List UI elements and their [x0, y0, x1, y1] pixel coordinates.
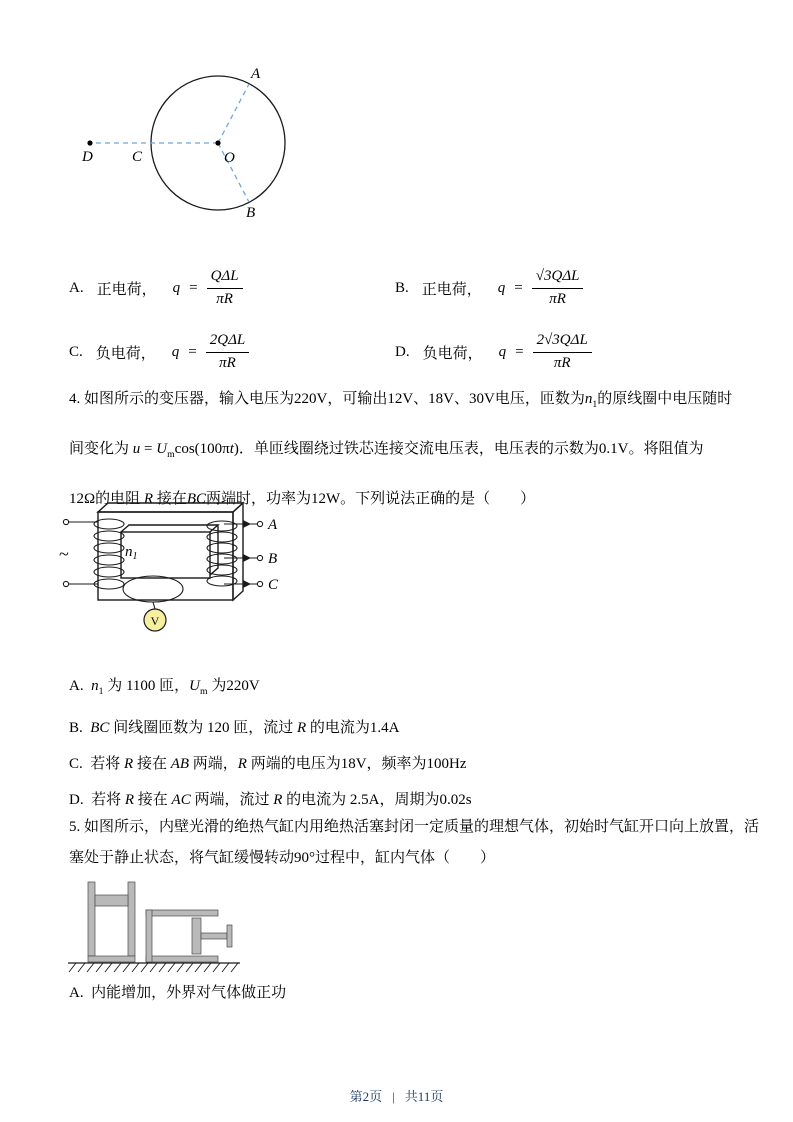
option-charge-text: 正电荷， — [421, 281, 482, 298]
q4-option-d: D. 若将 R 接在 AC 两端，流过 R 的电流为 2.5A，周期为0.02s — [69, 792, 472, 808]
option-charge-text: 正电荷， — [96, 281, 157, 298]
q4-option-c: C. 若将 R 接在 AB 两端，R 两端的电压为18V，频率为100Hz — [69, 756, 467, 772]
option-label: A. — [69, 279, 84, 296]
tap-b — [224, 551, 277, 567]
option-formula — [172, 332, 249, 372]
fraction — [533, 332, 592, 372]
cylinder-bottom — [88, 956, 135, 962]
label-o: O — [224, 150, 235, 166]
fraction-denominator: πR — [219, 354, 236, 371]
fraction-numerator: 2√3QΔL — [533, 332, 592, 352]
fraction-numerator: √3QΔL — [532, 268, 584, 288]
label-a: A — [251, 66, 261, 82]
option-formula — [173, 268, 243, 308]
question3-options — [69, 256, 759, 384]
tap-label-a: A — [268, 517, 278, 533]
fraction-denominator: πR — [549, 290, 566, 307]
cylinder-top-wall — [146, 910, 218, 916]
tap-terminal-b — [257, 555, 262, 560]
q3-option-b — [395, 268, 583, 308]
footer-page-number: 第2页 — [349, 1089, 383, 1104]
tap-terminal-c — [257, 581, 262, 586]
formula-lhs: q — [498, 343, 507, 360]
horizontal-piston — [192, 918, 201, 954]
figure-ring-diagram — [58, 50, 308, 220]
tap-label-b: B — [268, 551, 278, 567]
ac-source-symbol: ~ — [59, 544, 69, 564]
q5-option-a: A. 内能增加，外界对气体做正功 — [69, 985, 287, 1001]
primary-terminal-bottom — [63, 581, 68, 586]
point-d-dot — [87, 140, 92, 145]
cylinder-closed-end — [146, 910, 152, 962]
equals-sign: = — [515, 343, 524, 360]
fraction-denominator: πR — [553, 354, 571, 371]
voltmeter-loop — [123, 576, 183, 631]
question4-line-2: 间变化为 $u = U_m\cos(100\pi t)$．单匝线圈绕过铁芯连接交流电压表，电压表的示数为0.1V。将阻值为 — [69, 441, 704, 460]
ground-hatching — [69, 963, 238, 972]
option-formula — [498, 268, 584, 308]
primary-terminal-top — [63, 519, 68, 524]
fraction-denominator: πR — [216, 290, 233, 307]
formula-lhs: q — [497, 279, 506, 296]
q4-option-a: A. $n_1$ 为 1100 匝，$U_m$ 为220V — [69, 678, 260, 697]
q3-option-d — [395, 332, 592, 372]
vertical-cylinder — [88, 882, 135, 962]
option-charge-text: 负电荷， — [422, 345, 483, 362]
horizontal-cylinder — [146, 910, 232, 962]
q3-option-a — [69, 268, 395, 308]
cylinder-right-wall — [128, 882, 135, 956]
point-o-dot — [215, 140, 220, 145]
question4-line-1: 4. 如图所示的变压器，输入电压为220V，可输出12V、18V、30V电压，匝数为$n_1$的原线圈中电压随时 — [69, 391, 733, 410]
label-b: B — [246, 205, 256, 220]
question5-line-1: 5. 如图所示，内壁光滑的绝热气缸内用绝热活塞封闭一定质量的理想气体，初始时气缸开口向上放置，活 — [69, 819, 760, 835]
question5-line-2: 塞处于静止状态，将气缸缓慢转动90°过程中，缸内气体（ ） — [69, 850, 496, 866]
tap-arrow-c — [243, 580, 251, 588]
tap-arrow-b — [243, 554, 251, 562]
footer-total-pages: 共11页 — [404, 1089, 444, 1104]
vertical-piston — [95, 895, 128, 906]
question5-statement — [69, 812, 759, 874]
voltmeter-lead — [153, 602, 155, 609]
fraction-numerator: 2QΔL — [206, 332, 249, 352]
label-c: C — [132, 149, 143, 165]
page-footer — [0, 1086, 793, 1105]
cylinder-bottom-wall — [146, 956, 218, 962]
piston-rod — [201, 933, 227, 939]
tap-label-c: C — [268, 577, 279, 593]
fraction — [206, 332, 249, 372]
primary-turns-label: $n_1$ — [125, 544, 138, 562]
q3-options-row-1 — [69, 256, 759, 320]
footer-separator: | — [392, 1089, 395, 1104]
equals-sign: = — [189, 279, 198, 296]
tap-terminal-a — [257, 521, 262, 526]
formula-lhs: q — [172, 279, 181, 296]
voltmeter-label: V — [150, 614, 160, 628]
piston-handle — [227, 925, 232, 947]
equals-sign: = — [514, 279, 523, 296]
option-charge-text: 负电荷， — [95, 345, 156, 362]
fraction — [207, 268, 243, 308]
formula-lhs: q — [171, 343, 180, 360]
fraction-numerator: QΔL — [207, 268, 243, 288]
option-label: D. — [395, 343, 410, 360]
question4-options — [69, 668, 472, 818]
option-formula — [499, 332, 592, 372]
fraction — [532, 268, 584, 308]
dashed-radius-oa — [218, 84, 249, 143]
q4-option-b: B. BC 间线圈匝数为 120 匝，流过 R 的电流为1.4A — [69, 720, 400, 736]
single-turn-loop — [123, 576, 183, 602]
label-d: D — [82, 149, 93, 165]
q3-option-c — [69, 332, 395, 372]
question4-line-3: 12Ω的电阻 R 接在BC两端时，功率为12W。下列说法正确的是（ ） — [69, 491, 536, 507]
option-label: C. — [69, 343, 83, 360]
figure-transformer-diagram — [58, 496, 298, 646]
option-label: B. — [395, 279, 409, 296]
q3-options-row-2 — [69, 320, 759, 384]
tap-arrow-a — [243, 520, 251, 528]
question5-options — [69, 982, 286, 1004]
tap-a — [224, 517, 278, 533]
equals-sign: = — [188, 343, 197, 360]
cylinder-left-wall — [88, 882, 95, 956]
figure-gas-cylinder-diagram — [68, 876, 253, 976]
